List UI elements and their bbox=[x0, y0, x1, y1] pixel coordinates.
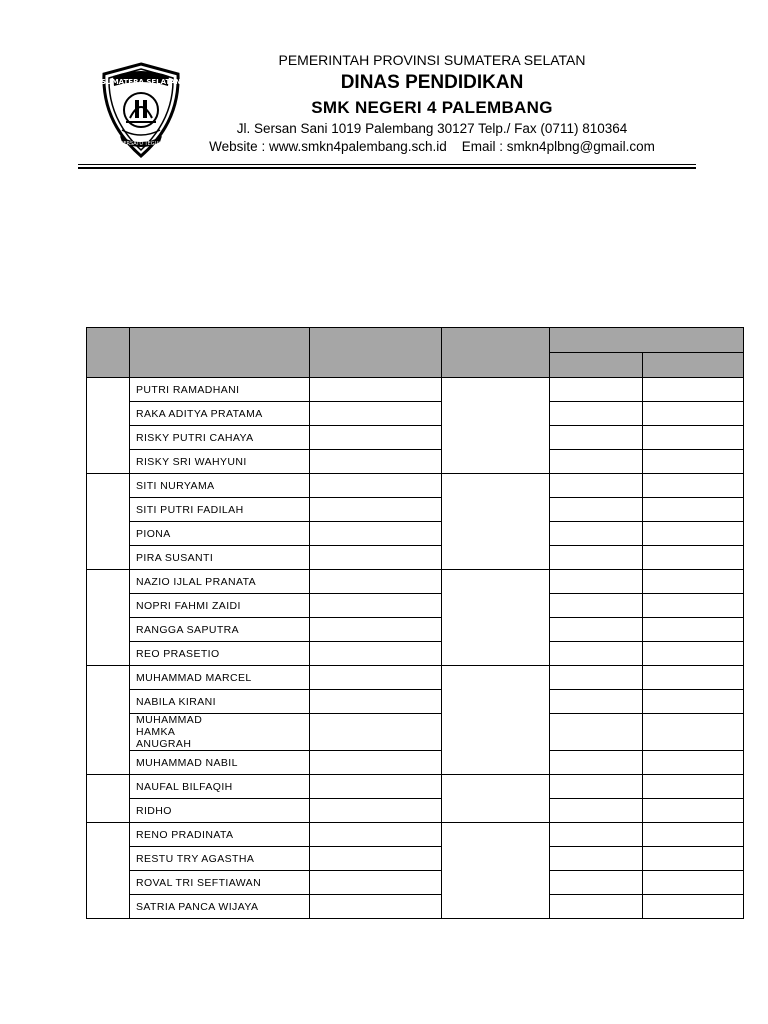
table-cell bbox=[550, 378, 643, 402]
table-cell bbox=[643, 378, 744, 402]
logo-text-top: SUMATERA SELATAN bbox=[100, 78, 182, 86]
student-name: SITI PUTRI FADILAH bbox=[130, 498, 310, 522]
student-name: RENO PRADINATA bbox=[130, 823, 310, 847]
table-cell bbox=[550, 522, 643, 546]
table-row bbox=[87, 618, 744, 642]
table-row bbox=[87, 847, 744, 871]
table-cell bbox=[643, 498, 744, 522]
group-cell bbox=[442, 378, 550, 474]
table-row bbox=[87, 450, 744, 474]
table-cell bbox=[550, 775, 643, 799]
table-cell bbox=[310, 642, 442, 666]
agency-name: DINAS PENDIDIKAN bbox=[340, 72, 524, 93]
group-cell bbox=[442, 666, 550, 775]
group-number-cell bbox=[87, 775, 130, 823]
table-cell bbox=[550, 690, 643, 714]
table-cell bbox=[550, 498, 643, 522]
table-row bbox=[87, 546, 744, 570]
table-cell bbox=[310, 775, 442, 799]
student-name: PUTRI RAMADHANI bbox=[130, 378, 310, 402]
table-cell bbox=[310, 690, 442, 714]
table-row bbox=[87, 799, 744, 823]
table-cell bbox=[643, 426, 744, 450]
table-cell bbox=[310, 546, 442, 570]
table-row bbox=[87, 823, 744, 847]
table-row bbox=[87, 871, 744, 895]
student-name: NAUFAL BILFAQIH bbox=[130, 775, 310, 799]
student-name: NAZIO IJLAL PRANATA bbox=[130, 570, 310, 594]
table-cell bbox=[550, 871, 643, 895]
header-cell-group bbox=[550, 328, 744, 353]
student-name: RISKY SRI WAHYUNI bbox=[130, 450, 310, 474]
table-cell bbox=[550, 618, 643, 642]
group-number-cell bbox=[87, 474, 130, 570]
table-cell bbox=[550, 847, 643, 871]
header-cell-4 bbox=[442, 328, 550, 378]
table-cell bbox=[643, 690, 744, 714]
student-name: RAKA ADITYA PRATAMA bbox=[130, 402, 310, 426]
student-name: PIONA bbox=[130, 522, 310, 546]
table-cell bbox=[643, 570, 744, 594]
student-name: RESTU TRY AGASTHA bbox=[130, 847, 310, 871]
group-cell bbox=[442, 823, 550, 919]
student-name: MUHAMMAD NABIL bbox=[130, 751, 310, 775]
table-cell bbox=[310, 450, 442, 474]
group-number-cell bbox=[87, 570, 130, 666]
student-name: SATRIA PANCA WIJAYA bbox=[130, 895, 310, 919]
table-cell bbox=[643, 522, 744, 546]
student-name: ROVAL TRI SEFTIAWAN bbox=[130, 871, 310, 895]
table-cell bbox=[310, 895, 442, 919]
group-cell bbox=[442, 570, 550, 666]
table-cell bbox=[310, 594, 442, 618]
letterhead bbox=[0, 0, 768, 175]
table-cell bbox=[643, 823, 744, 847]
table-row bbox=[87, 751, 744, 775]
table-cell bbox=[310, 498, 442, 522]
student-name: SITI NURYAMA bbox=[130, 474, 310, 498]
table-cell bbox=[550, 895, 643, 919]
table-cell bbox=[550, 823, 643, 847]
table-cell bbox=[310, 378, 442, 402]
table-row bbox=[87, 474, 744, 498]
table-cell bbox=[643, 450, 744, 474]
student-table bbox=[86, 327, 744, 919]
table-row bbox=[87, 498, 744, 522]
student-name: RIDHO bbox=[130, 799, 310, 823]
group-cell bbox=[442, 474, 550, 570]
table-cell bbox=[310, 426, 442, 450]
table-cell bbox=[310, 474, 442, 498]
website-text: Website : www.smkn4palembang.sch.id bbox=[209, 139, 447, 154]
table-row bbox=[87, 714, 744, 751]
table-row bbox=[87, 402, 744, 426]
table-cell bbox=[550, 570, 643, 594]
table-cell bbox=[310, 871, 442, 895]
logo-text-bottom: BERSATU TEGUH bbox=[119, 141, 163, 147]
header-cell-2 bbox=[130, 328, 310, 378]
table-cell bbox=[643, 714, 744, 751]
student-name: PIRA SUSANTI bbox=[130, 546, 310, 570]
table-cell bbox=[643, 775, 744, 799]
table-cell bbox=[643, 474, 744, 498]
letterhead-rule-thick bbox=[78, 167, 696, 169]
group-number-cell bbox=[87, 666, 130, 775]
government-name: PEMERINTAH PROVINSI SUMATERA SELATAN bbox=[278, 52, 586, 68]
table-row bbox=[87, 426, 744, 450]
table-cell bbox=[310, 522, 442, 546]
table-cell bbox=[310, 751, 442, 775]
table-cell bbox=[310, 618, 442, 642]
header-subcell-1 bbox=[550, 353, 643, 378]
table-cell bbox=[310, 570, 442, 594]
table-cell bbox=[550, 474, 643, 498]
group-number-cell bbox=[87, 823, 130, 919]
table-row bbox=[87, 895, 744, 919]
table-cell bbox=[643, 594, 744, 618]
table-cell bbox=[550, 546, 643, 570]
header-cell-1 bbox=[87, 328, 130, 378]
student-name: RISKY PUTRI CAHAYA bbox=[130, 426, 310, 450]
table-cell bbox=[310, 823, 442, 847]
table-cell bbox=[550, 666, 643, 690]
table-row bbox=[87, 775, 744, 799]
table-row bbox=[87, 666, 744, 690]
student-name: RANGGA SAPUTRA bbox=[130, 618, 310, 642]
header-subcell-2 bbox=[643, 353, 744, 378]
header-cell-3 bbox=[310, 328, 442, 378]
table-row bbox=[87, 570, 744, 594]
table-cell bbox=[550, 642, 643, 666]
table-row bbox=[87, 378, 744, 402]
school-name: SMK NEGERI 4 PALEMBANG bbox=[311, 98, 553, 117]
student-name: MUHAMMAD HAMKA ANUGRAH bbox=[130, 714, 310, 751]
table-row bbox=[87, 594, 744, 618]
table-cell bbox=[310, 847, 442, 871]
table-row bbox=[87, 522, 744, 546]
student-name: NABILA KIRANI bbox=[130, 690, 310, 714]
student-name: MUHAMMAD MARCEL bbox=[130, 666, 310, 690]
table-cell bbox=[550, 594, 643, 618]
table-cell bbox=[310, 799, 442, 823]
table-cell bbox=[643, 751, 744, 775]
table-cell bbox=[643, 895, 744, 919]
table-cell bbox=[310, 402, 442, 426]
table-cell bbox=[643, 847, 744, 871]
table-cell bbox=[550, 799, 643, 823]
table-cell bbox=[643, 799, 744, 823]
email-text: Email : smkn4plbng@gmail.com bbox=[461, 139, 655, 154]
student-name: REO PRASETIO bbox=[130, 642, 310, 666]
table-cell bbox=[550, 402, 643, 426]
group-cell bbox=[442, 775, 550, 823]
table-cell bbox=[643, 642, 744, 666]
table-cell bbox=[643, 546, 744, 570]
table-row bbox=[87, 642, 744, 666]
table-cell bbox=[550, 751, 643, 775]
group-number-cell bbox=[87, 378, 130, 474]
table-cell bbox=[550, 714, 643, 751]
table-header-row bbox=[87, 328, 744, 353]
table-cell bbox=[643, 871, 744, 895]
student-name: NOPRI FAHMI ZAIDI bbox=[130, 594, 310, 618]
table-cell bbox=[643, 618, 744, 642]
school-address: Jl. Sersan Sani 1019 Palembang 30127 Telp./ Fax (0711) 810364 bbox=[236, 121, 628, 136]
table-cell bbox=[310, 666, 442, 690]
table-row bbox=[87, 690, 744, 714]
letterhead-rule-thin bbox=[78, 164, 696, 165]
table-cell bbox=[643, 666, 744, 690]
table-cell bbox=[550, 450, 643, 474]
table-cell bbox=[643, 402, 744, 426]
table-cell bbox=[550, 426, 643, 450]
contact-line bbox=[48, 139, 768, 154]
table-cell bbox=[310, 714, 442, 751]
